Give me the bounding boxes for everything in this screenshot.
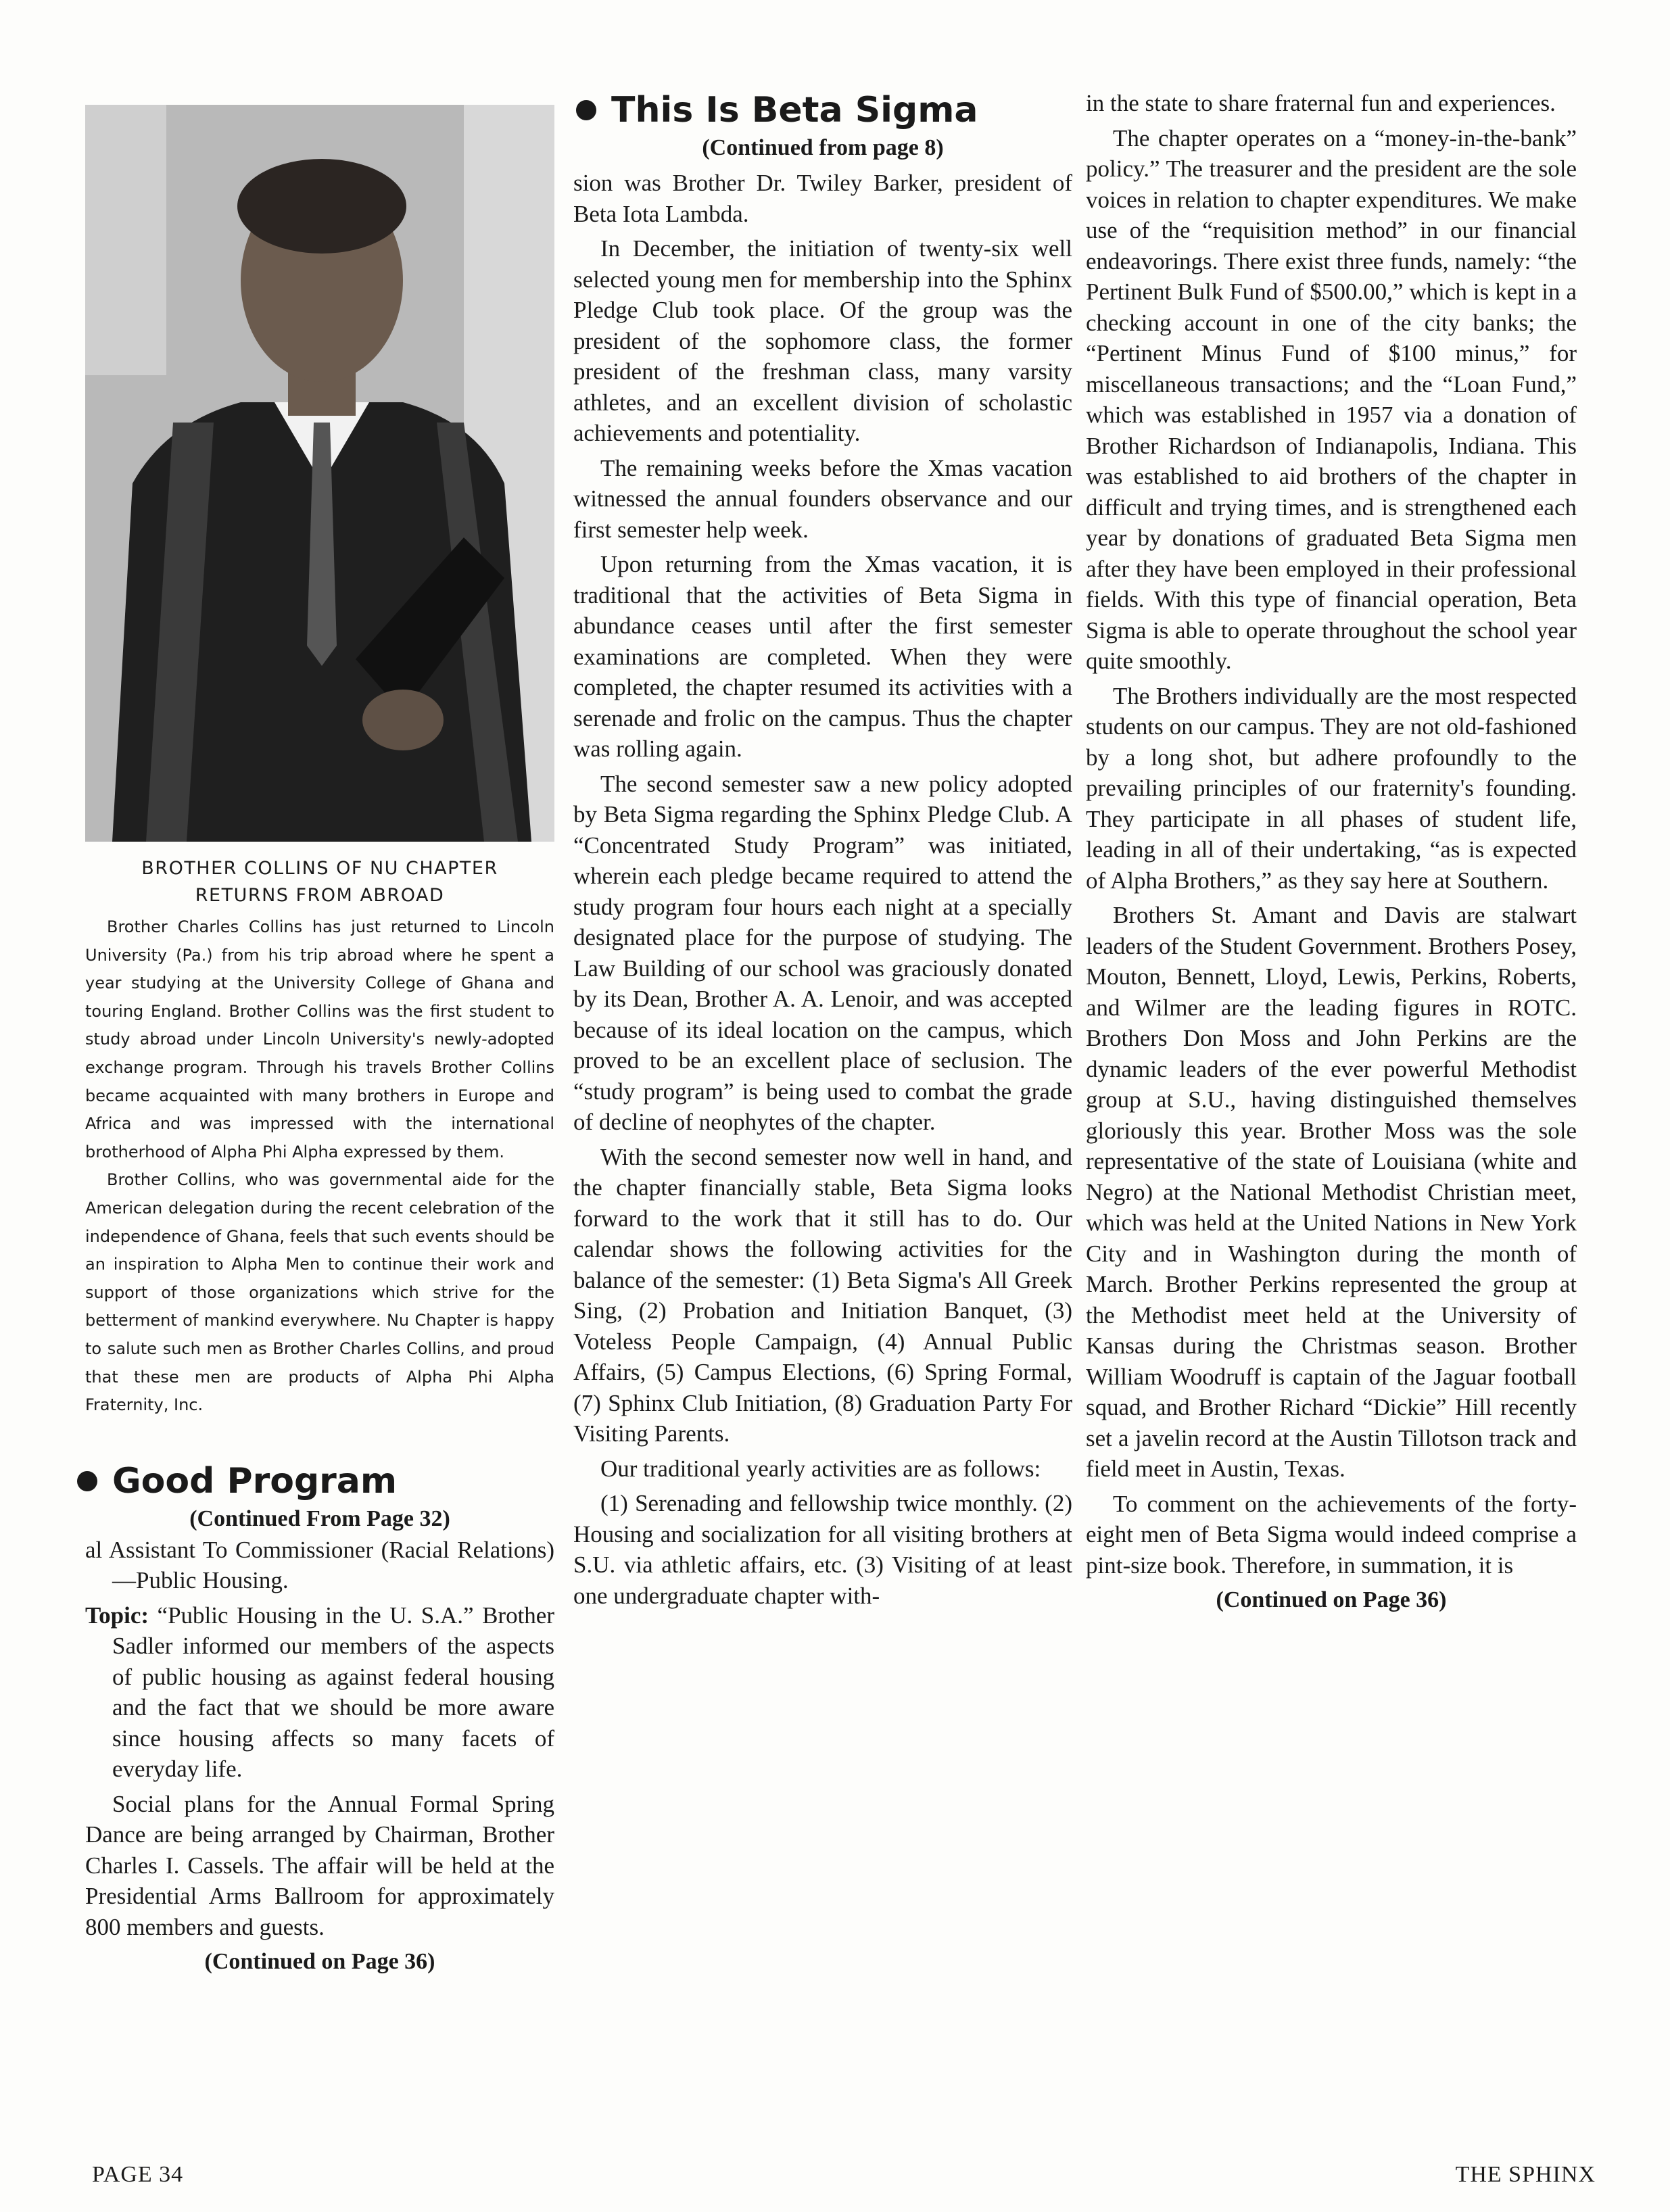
caption-paragraph: Brother Charles Collins has just returned to Lincoln University (Pa.) from his trip abroad where he spent a year studying at the University College of Ghana and touring England. Brother Collins was the first student to study abroad under Lincoln University's newly-adopted exchange program. Through his travels Brother Collins became acquainted with many brothers in Europe and Africa and was impressed with the international brotherhood of Alpha Phi Alpha expressed by them. (85, 917, 554, 1161)
continued-on: (Continued on Page 36) (1216, 1587, 1447, 1612)
caption-title-line: RETURNS FROM ABROAD (195, 885, 445, 906)
good-program-heading (74, 1459, 554, 1504)
good-program-article (85, 1459, 554, 1978)
good-program-title: Good Program (112, 1460, 398, 1501)
portrait-illustration (85, 105, 554, 842)
body-paragraph: Upon returning from the Xmas vacation, it is traditional that the activities of Beta Sigma in abundance ceases until after the first semester examinations are completed. When they were completed, the chapter resumed its activities with a serenade and frolic on the campus. Thus the chapter was rolling again. (573, 551, 1072, 762)
beta-sigma-heading (573, 88, 1072, 133)
continued-from: (Continued from page 8) (702, 135, 944, 160)
publication-name: THE SPHINX (1455, 2162, 1596, 2187)
body-paragraph: Our traditional yearly activities are as follows: (600, 1455, 1041, 1482)
caption-title-line: BROTHER COLLINS OF NU CHAPTER (141, 858, 498, 879)
beta-sigma-title: This Is Beta Sigma (611, 90, 978, 130)
middle-column (573, 88, 1072, 1615)
topic-label: Topic: (85, 1602, 149, 1629)
body-paragraph: The Brothers individually are the most respected students on our campus. They are not old-fashioned by a long shot, but adhere profoundly to the prevailing principles of our fraternity's founding. They participate in all phases of student life, leading in all of their undertaking, “as is expected of Alpha Brothers,” as they say here at Southern. (1086, 682, 1577, 894)
body-paragraph: in the state to share fraternal fun and experiences. (1086, 90, 1556, 116)
bullet-icon (77, 1471, 97, 1491)
body-paragraph: The chapter operates on a “money-in-the-bank” policy.” The treasurer and the president are the sole voices in relation to chapter expenditures. We make use of the “requisition method” in our financial endeavorings. There exist three funds, namely: “the Pertinent Bulk Fund of $500.00,” which is kept in a checking account in one of the city banks; the “Pertinent Minus Fund of $100 minus,” for miscellaneous transactions; and the “Loan Fund,” which was established in 1957 via a donation of Brother Richardson of Indianapolis, Indiana. This was established to aid brothers of the chapter in difficult and trying times, and is strengthened each year by donations of graduated Beta Sigma men after they have been employed in their professional fields. With this type of financial operation, Beta Sigma is able to operate throughout the school year quite smoothly. (1086, 124, 1577, 674)
bullet-icon (576, 100, 596, 120)
portrait-photo (85, 105, 554, 842)
beta-sigma-body (573, 168, 1072, 1611)
good-program-body (85, 1535, 554, 1943)
topic-text: “Public Housing in the U. S.A.” Brother Sadler informed our members of the aspects of public housing as against federal housing and the fact that we should be more aware since housing affects so many facets of everyday life. (112, 1602, 554, 1783)
caption-body (85, 913, 554, 1420)
body-paragraph: The remaining weeks before the Xmas vacation witnessed the annual founders observance and our first semester help week. (573, 454, 1072, 543)
body-paragraph: sion was Brother Dr. Twiley Barker, president of Beta Iota Lambda. (573, 170, 1072, 227)
caption-paragraph: Brother Collins, who was governmental aide for the American delegation during the recent celebration of the independence of Ghana, feels that such events should be an inspiration to Alpha Men to continue their work and support of those organizations which strive for the betterment of mankind everywhere. Nu Chapter is happy to salute such men as Brother Charles Collins, and proud that these men are products of Alpha Phi Alpha Fraternity, Inc. (85, 1170, 554, 1415)
body-paragraph: With the second semester now well in hand, and the chapter financially stable, Beta Sigma looks forward to the work that it still has to do. Our calendar shows the following activities for the balance of the semester: (1) Beta Sigma's All Greek Sing, (2) Probation and Initiation Banquet, (3) Voteless People Campaign, (4) Annual Public Affairs, (5) Campus Elections, (6) Spring Formal, (7) Sphinx Club Initiation, (8) Graduation Party For Visiting Parents. (573, 1143, 1072, 1447)
topic-paragraph (85, 1600, 554, 1785)
caption-title (85, 855, 554, 909)
beta-sigma-body-continued (1086, 88, 1577, 1581)
body-paragraph: In December, the initiation of twenty-six well selected young men for membership into the Sphinx Pledge Club took place. Of the group was the president of the sophomore class, the former president of the freshman class, many varsity athletes, and an excellent division of scholastic achievements and potentiality. (573, 235, 1072, 446)
body-paragraph: The second semester saw a new policy adopted by Beta Sigma regarding the Sphinx Pledge Club. A “Concentrated Study Program” was initiated, wherein each pledge became required to attend the study program four hours each night at a specially designated place for the purpose of studying. The Law Building of our school was graciously donated by its Dean, Brother A. A. Lenoir, and was accepted because of its ideal location on the campus, which proved to be an excellent place of seclusion. The “study program” is being used to combat the grade of decline of neophytes of the chapter. (573, 770, 1072, 1135)
continued-from: (Continued From Page 32) (189, 1506, 450, 1531)
page-number: PAGE 34 (92, 2162, 184, 2187)
body-paragraph: (1) Serenading and fellowship twice monthly. (2) Housing and socialization for all visiting brothers at S.U. via athletic affairs, etc. (3) Visiting of at least one undergraduate chapter with- (573, 1490, 1072, 1609)
body-paragraph: Social plans for the Annual Formal Spring Dance are being arranged by Chairman, Brother Charles I. Cassels. The affair will be held at the Presidential Arms Ballroom for approximately 800 members and guests. (85, 1790, 554, 1940)
body-paragraph: Brothers St. Amant and Davis are stalwart leaders of the Student Government. Brothers Posey, Mouton, Bennett, Lloyd, Lewis, Perkins, Roberts, and Wilmer are the leading figures in ROTC. Brothers Don Moss and John Perkins are the dynamic leaders of the ever powerful Methodist group at S.U., having distinguished themselves gloriously this year. Brother Moss was the sole representative of the state of Louisiana (white and Negro) at the National Methodist Christian meet, which was held at the United Nations in New York City and in Washington during the month of March. Brother Perkins represented the group at the Methodist meet held at the University of Kansas during the Christmas season. Brother William Woodruff is captain of the Jaguar football squad, and Brother Richard “Dickie” Hill recently set a javelin record at the Austin Tillotson track and field meet in Austin, Texas. (1086, 902, 1577, 1482)
body-paragraph: al Assistant To Commissioner (Racial Relations)—Public Housing. (85, 1536, 554, 1594)
body-paragraph: To comment on the achievements of the forty-eight men of Beta Sigma would indeed comprise a pint-size book. Therefore, in summation, it is (1086, 1490, 1577, 1579)
continued-on: (Continued on Page 36) (204, 1949, 435, 1975)
left-column (85, 105, 554, 1977)
right-column (1086, 88, 1577, 1616)
